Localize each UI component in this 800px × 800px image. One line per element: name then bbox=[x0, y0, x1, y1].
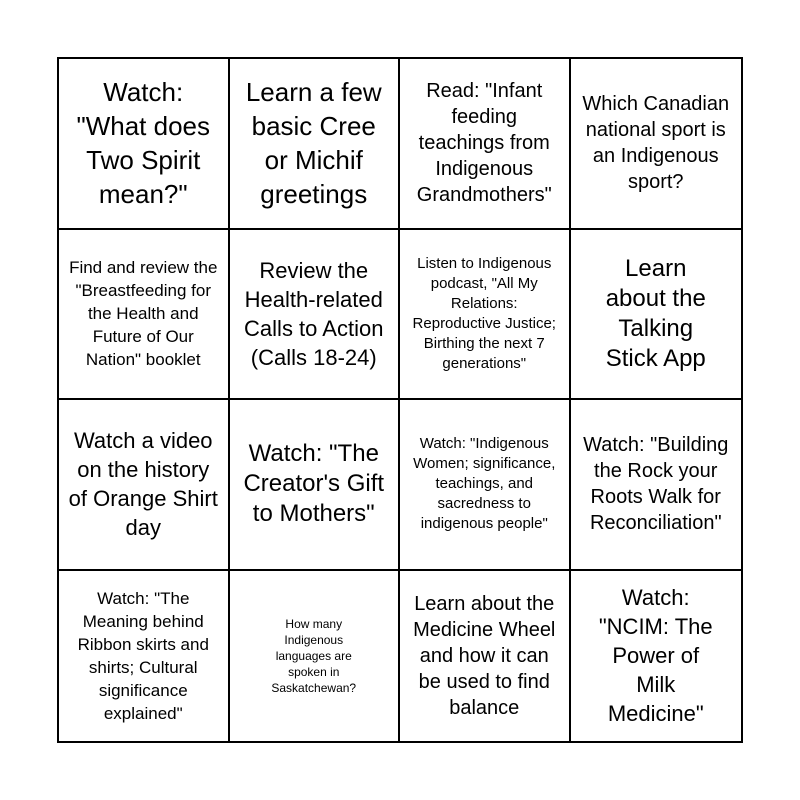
bingo-cell[interactable] bbox=[400, 59, 571, 230]
bingo-cell-text: Watch: "What does Two Spirit mean?" bbox=[76, 77, 211, 210]
bingo-cell[interactable] bbox=[571, 571, 742, 742]
bingo-cell[interactable] bbox=[571, 400, 742, 571]
bingo-cell-text: Watch: "The Creator's Gift to Mothers" bbox=[243, 440, 385, 528]
bingo-cell[interactable] bbox=[230, 400, 401, 571]
bingo-cell-text: Learn a few basic Cree or Michif greetings bbox=[245, 77, 382, 210]
bingo-cell-text: Learn about the Talking Stick App bbox=[605, 254, 706, 372]
bingo-cell[interactable] bbox=[571, 230, 742, 401]
bingo-cell[interactable] bbox=[400, 400, 571, 571]
bingo-cell-text: Review the Health-related Calls to Action (Calls 18-24) bbox=[244, 257, 384, 370]
bingo-cell-text: Which Canadian national sport is an Indigenous sport? bbox=[582, 93, 730, 194]
bingo-cell-text: Find and review the "Breastfeeding for the Health and Future of Our Nation" booklet bbox=[69, 258, 218, 370]
bingo-cell-text: Read: "Infant feeding teachings from Indigenous Grandmothers" bbox=[416, 80, 552, 207]
bingo-cell[interactable] bbox=[59, 230, 230, 401]
bingo-cell-text: Watch: "Building the Rock your Roots Walk for Reconciliation" bbox=[583, 434, 729, 535]
bingo-card bbox=[57, 57, 743, 743]
bingo-cell[interactable] bbox=[230, 59, 401, 230]
bingo-cell[interactable] bbox=[400, 230, 571, 401]
bingo-cell[interactable] bbox=[230, 230, 401, 401]
bingo-cell-text: Watch a video on the history of Orange Shirt day bbox=[68, 428, 218, 541]
bingo-cell[interactable] bbox=[571, 59, 742, 230]
bingo-cell[interactable] bbox=[400, 571, 571, 742]
bingo-cell-text: Watch: "Indigenous Women; significance, teachings, and sacredness to indigenous people" bbox=[413, 435, 556, 533]
bingo-cell-text: Listen to Indigenous podcast, "All My Relations: Reproductive Justice; Birthing the next 7 generations" bbox=[412, 254, 556, 372]
bingo-cell-text: Watch: "NCIM: The Power of Milk Medicine" bbox=[598, 585, 713, 727]
bingo-cell-text: Watch: "The Meaning behind Ribbon skirts and shirts; Cultural significance explained" bbox=[77, 588, 209, 723]
bingo-cell[interactable] bbox=[59, 400, 230, 571]
bingo-cell-text: How many Indigenous languages are spoken in Saskatchewan? bbox=[271, 616, 357, 695]
bingo-cell[interactable] bbox=[59, 571, 230, 742]
bingo-cell[interactable] bbox=[59, 59, 230, 230]
bingo-cell-text: Learn about the Medicine Wheel and how it can be used to find balance bbox=[413, 592, 556, 719]
bingo-cell[interactable] bbox=[230, 571, 401, 742]
